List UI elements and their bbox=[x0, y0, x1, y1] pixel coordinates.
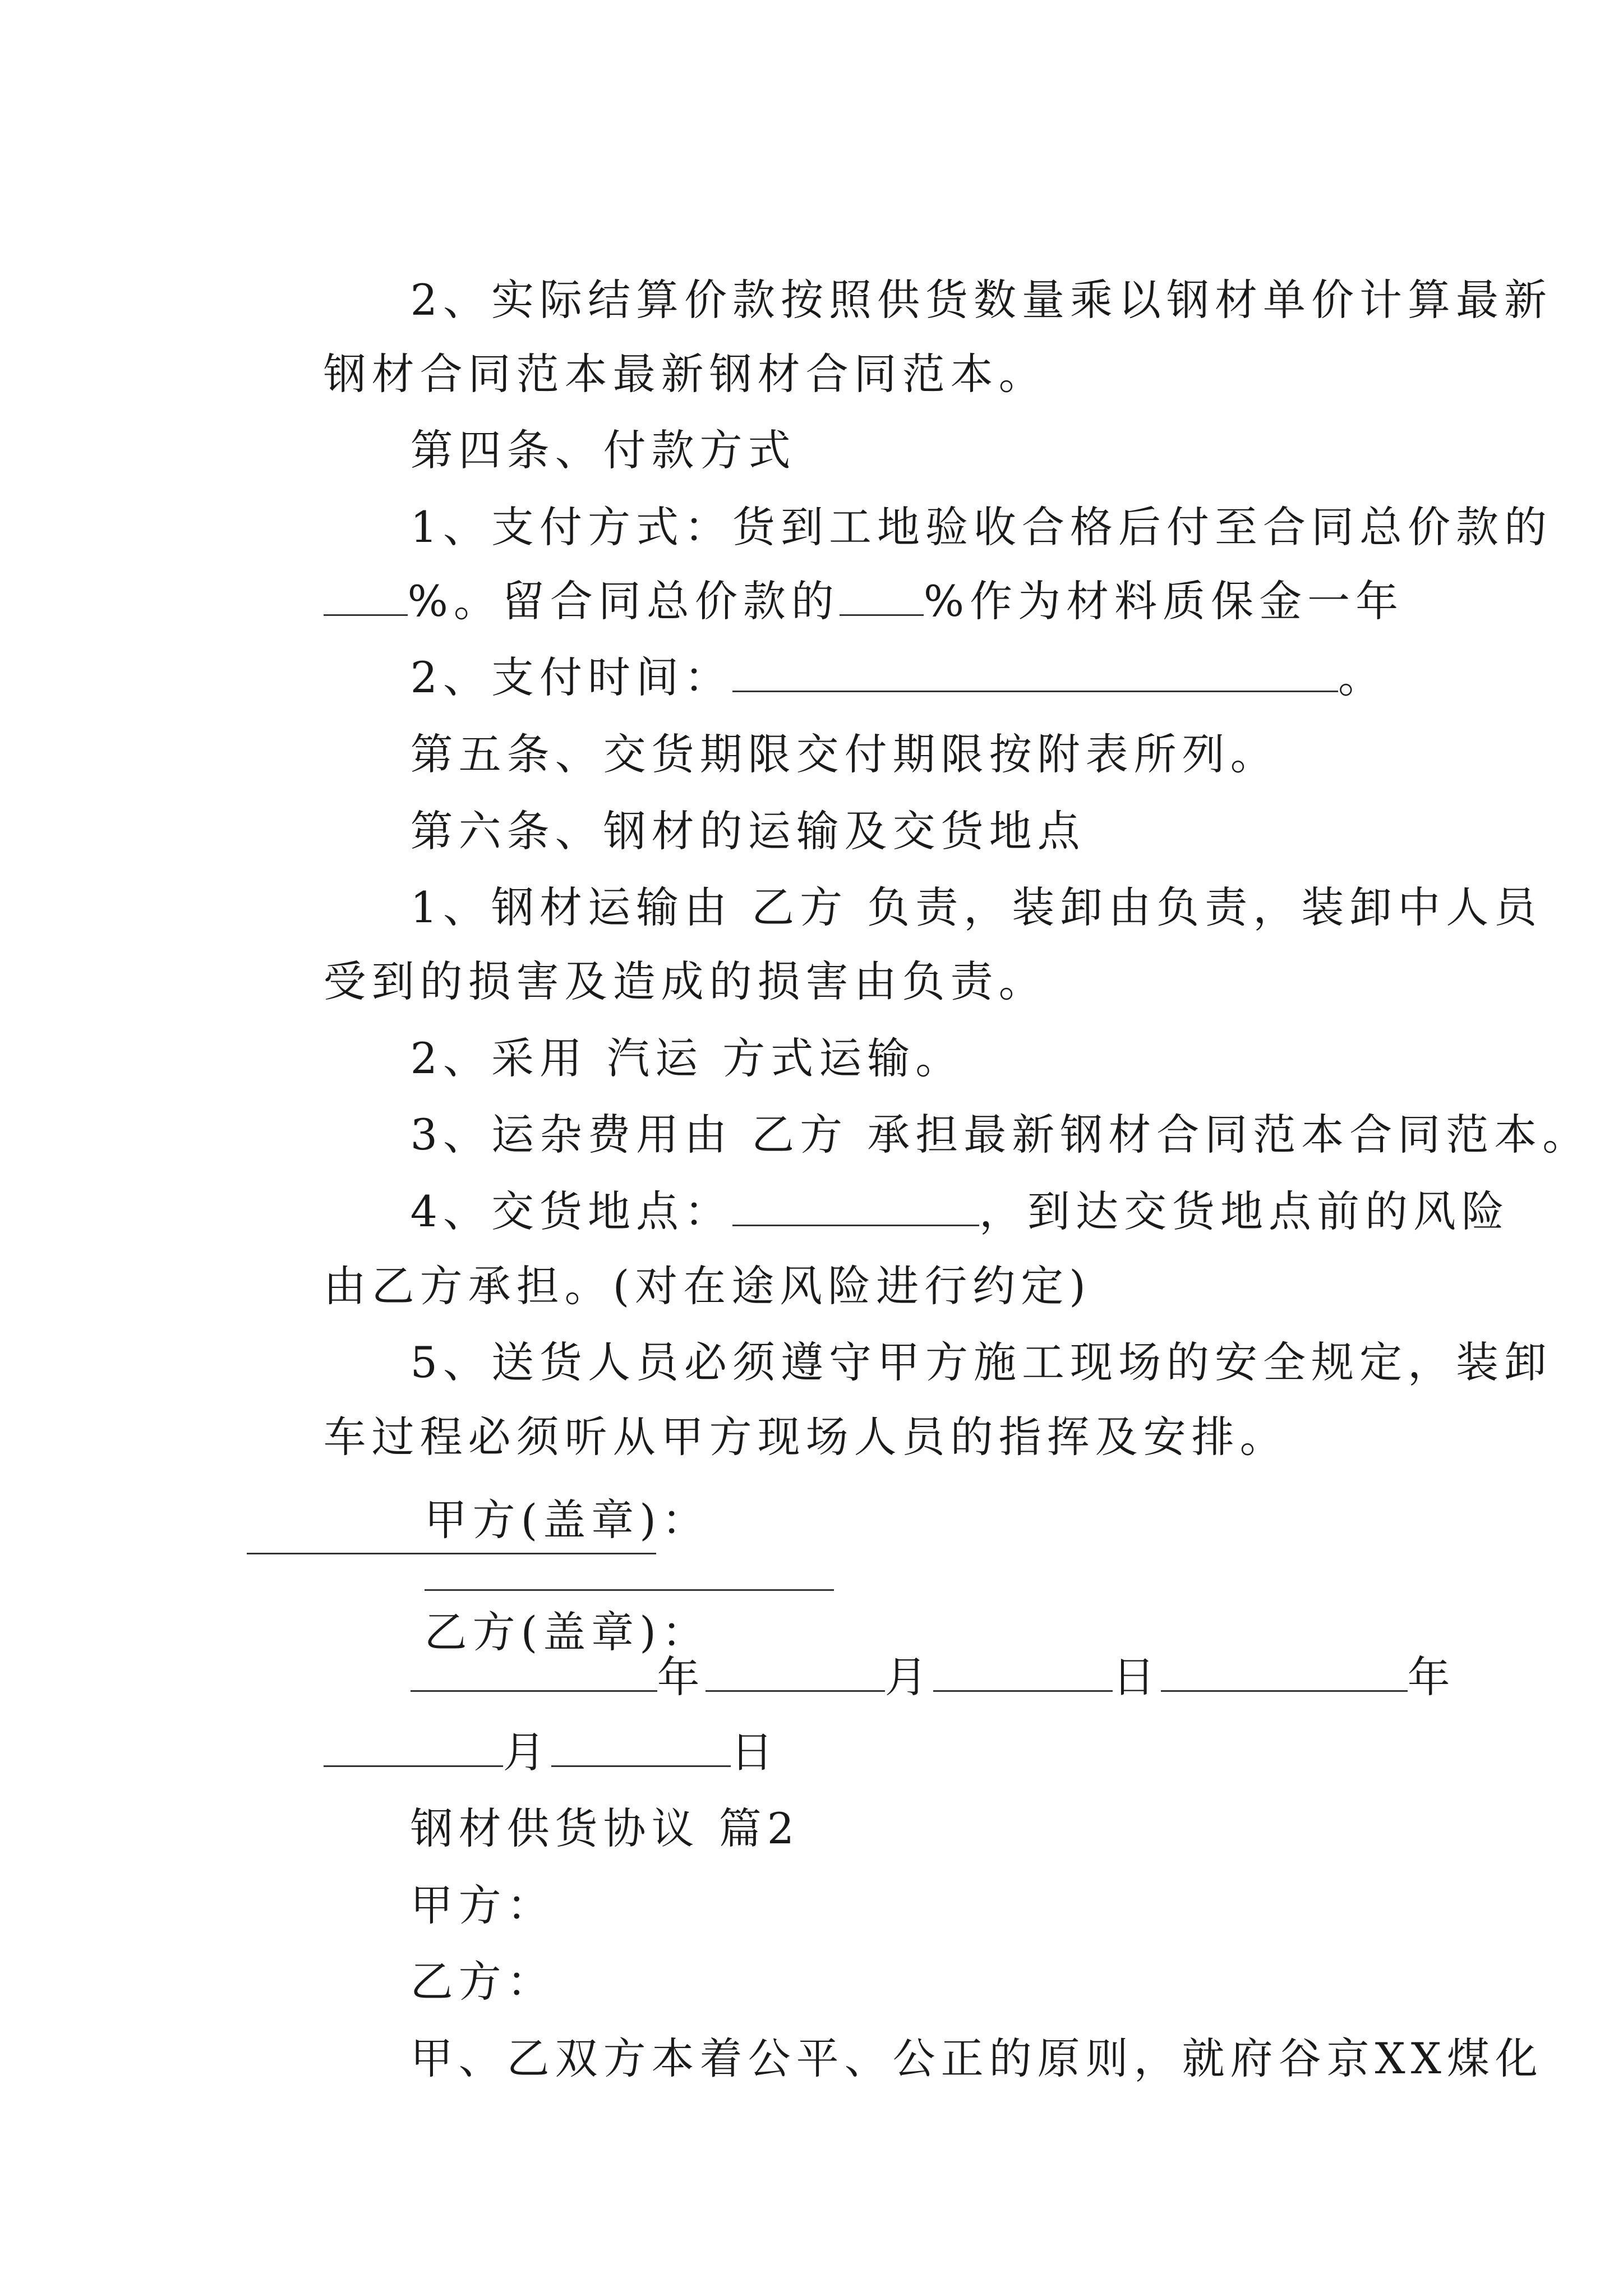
clause-text: %。留合同总价款的 bbox=[407, 576, 840, 626]
paragraph bbox=[334, 1975, 1543, 2083]
clause-text: 2、支付时间： bbox=[410, 652, 732, 702]
clause-text: 由乙方承担。(对在途风险进行约定) bbox=[323, 1261, 1091, 1311]
paragraph bbox=[334, 593, 1391, 702]
date-unit: 月 bbox=[884, 1652, 933, 1702]
clause-text: 第五条、交货期限交付期限按附表所列。 bbox=[410, 729, 1279, 779]
clause-text: 车过程必须听从甲方现场人员的指挥及安排。 bbox=[323, 1412, 1288, 1462]
clause-text: 1、钢材运输由 乙方 负责，装卸由负责，装卸中人员 bbox=[410, 882, 1543, 932]
clause-text: 2、实际结算价款按照供货数量乘以钢材单价计算最新 bbox=[410, 275, 1552, 325]
party-line bbox=[334, 1898, 1391, 2007]
paragraph bbox=[334, 974, 1391, 1083]
clause-text: 受到的损害及造成的损害由负责。 bbox=[323, 956, 1047, 1006]
party-line bbox=[334, 1821, 1391, 1930]
heading-text: 钢材供货协议 篇2 bbox=[410, 1803, 800, 1853]
paragraph bbox=[334, 1128, 1510, 1236]
paragraph bbox=[247, 517, 1404, 626]
paragraph bbox=[247, 290, 1391, 399]
paragraph bbox=[334, 823, 1543, 932]
party-a-label: 甲方： bbox=[410, 1880, 555, 1930]
date-row bbox=[247, 1668, 1391, 1777]
paragraph bbox=[247, 1353, 1391, 1462]
paragraph bbox=[334, 443, 1552, 552]
section-heading bbox=[334, 366, 1391, 475]
clause-text: ，到达交货地点前的风险 bbox=[979, 1186, 1510, 1236]
clause-text: 1、支付方式：货到工地验收合格后付至合同总价款的 bbox=[410, 502, 1552, 552]
paragraph bbox=[247, 1202, 1391, 1311]
heading-text: 第四条、付款方式 bbox=[410, 425, 796, 475]
party-b-seal-label: 乙方(盖章)： bbox=[424, 1607, 710, 1657]
paragraph bbox=[334, 1278, 1552, 1387]
clause-text: 5、送货人员必须遵守甲方施工现场的安全规定，装卸 bbox=[410, 1337, 1552, 1387]
clause-text: 甲、乙双方本着公平、公正的原则，就府谷京XX煤化 bbox=[410, 2033, 1543, 2083]
clause-text: 4、交货地点： bbox=[410, 1186, 732, 1236]
paragraph bbox=[334, 216, 1552, 325]
clause-text: 钢材合同范本最新钢材合同范本。 bbox=[323, 349, 1047, 399]
clause-text: 3、运杂费用由 乙方 承担最新钢材合同范本合同范本。 bbox=[410, 1110, 1591, 1159]
date-unit: 日 bbox=[730, 1727, 779, 1777]
paragraph bbox=[247, 898, 1391, 1006]
clause-text: 2、采用 汽运 方式运输。 bbox=[410, 1033, 964, 1083]
clause-text: %作为材料质保金一年 bbox=[923, 576, 1404, 626]
signature-blank bbox=[425, 1550, 834, 1591]
clause-text: 。 bbox=[1338, 652, 1386, 702]
party-a-seal-label: 甲方(盖章)： bbox=[424, 1495, 710, 1545]
signature-blank bbox=[247, 1553, 656, 1554]
date-row bbox=[334, 1593, 1456, 1702]
party-b-label: 乙方： bbox=[410, 1957, 555, 2007]
paragraph bbox=[334, 670, 1391, 779]
section-heading bbox=[334, 1745, 1391, 1853]
paragraph bbox=[334, 1051, 1591, 1159]
section-heading bbox=[334, 747, 1391, 856]
date-unit: 日 bbox=[1112, 1652, 1161, 1702]
heading-text: 第六条、钢材的运输及交货地点 bbox=[410, 806, 1086, 856]
date-unit: 年 bbox=[657, 1652, 706, 1702]
date-unit: 年 bbox=[1407, 1652, 1456, 1702]
date-unit: 月 bbox=[502, 1727, 551, 1777]
signature-row bbox=[348, 1436, 1391, 1657]
